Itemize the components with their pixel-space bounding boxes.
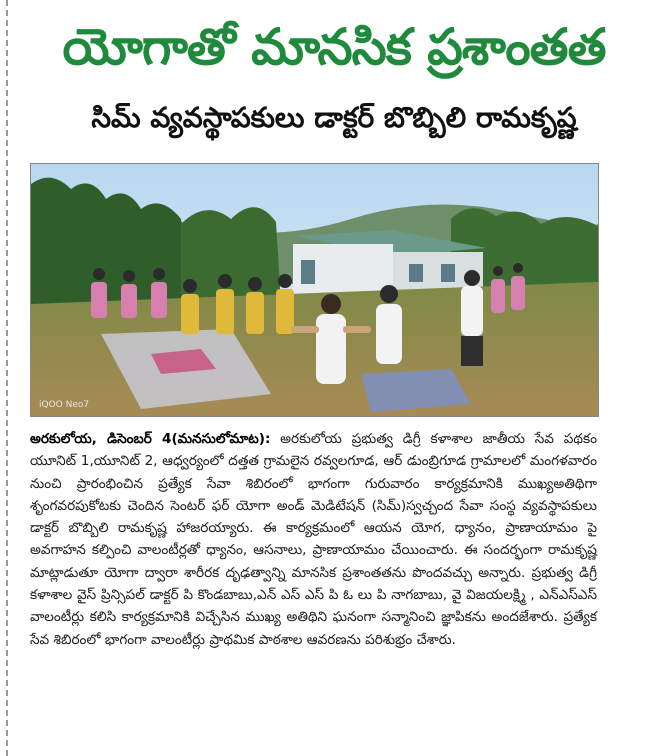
headline: యోగాతో మానసిక ప్రశాంతత	[62, 18, 606, 76]
news-photo	[30, 163, 599, 417]
dateline: అరకులోయ, డిసెంబర్ 4(మనసులోమాట):	[30, 431, 271, 447]
yoga-camp-photo-illustration	[31, 164, 598, 416]
subheadline: సిమ్ వ్యవస్థాపకులు డాక్టర్ బొబ్బిలి రామకృష్ణ	[91, 101, 577, 134]
body-paragraph: అరకులోయ ప్రభుత్వ డిగ్రీ కళాశాల జాతీయ సేవ పథకం యూనిట్ 1,యూనిట్ 2, ఆధ్వర్యంలో దత్తత గ్రామలైన రవ్వలగూడ, ఆర్ డుంబ్రిగూడ గ్రామాలలో మంగళవారం నుంచి ప్రారంభించిన ప్రత్యేక సేవా శిబిరంలో భాగంగా గురువారం కార్యక్రమానికి ముఖ్యఅతిథిగా శృంగవరపుకోటకు చెందిన సెంటర్ ఫర్ యోగా అండ్ మెడిటేషన్ (సిమ్)స్వచ్చంద సేవా సంస్థ వ్యవస్థాపకులు డాక్టర్ బొబ్బిలి రామకృష్ణ హాజరయ్యారు. ఈ కార్యక్రమంలో ఆయన యోగ, ధ్యానం, ప్రాణాయామం పై అవగాహన కల్పించి వాలంటీర్లతో ధ్యానం, ఆసనాలు, ప్రాణాయామం చేయించారు. ఈ సందర్భంగా రామకృష్ణ మాట్లాడుతూ యోగా ద్వారా శారీరక దృఢత్వాన్ని మానసిక ప్రశాంతతను పొందవచ్చు అన్నారు. ప్రభుత్వ డిగ్రీ కళాశాల వైస్ ప్రిన్సిపల్ డాక్టర్ పి కొండబాబు,ఎన్ ఎస్ ఎస్ పి ఓ లు పి నాగబాబు, వై విజయలక్ష్మి , ఎన్ఎస్ఎస్ వాలంటీర్లు కలిసి కార్యక్రమానికి విచ్చేసిన ముఖ్య అతిథిని ఘనంగా సన్మానించి జ్ఞాపికను అందజేశారు. ప్రత్యేక సేవ శిబిరంలో భాగంగా వాలంటీర్లు ప్రాథమిక పాఠశాల ఆవరణను పరిశుభ్రం చేశారు.	[30, 431, 597, 648]
camera-watermark: iQOO Neo7	[39, 400, 90, 410]
clipping-edge	[6, 0, 8, 756]
article-body	[30, 428, 597, 651]
